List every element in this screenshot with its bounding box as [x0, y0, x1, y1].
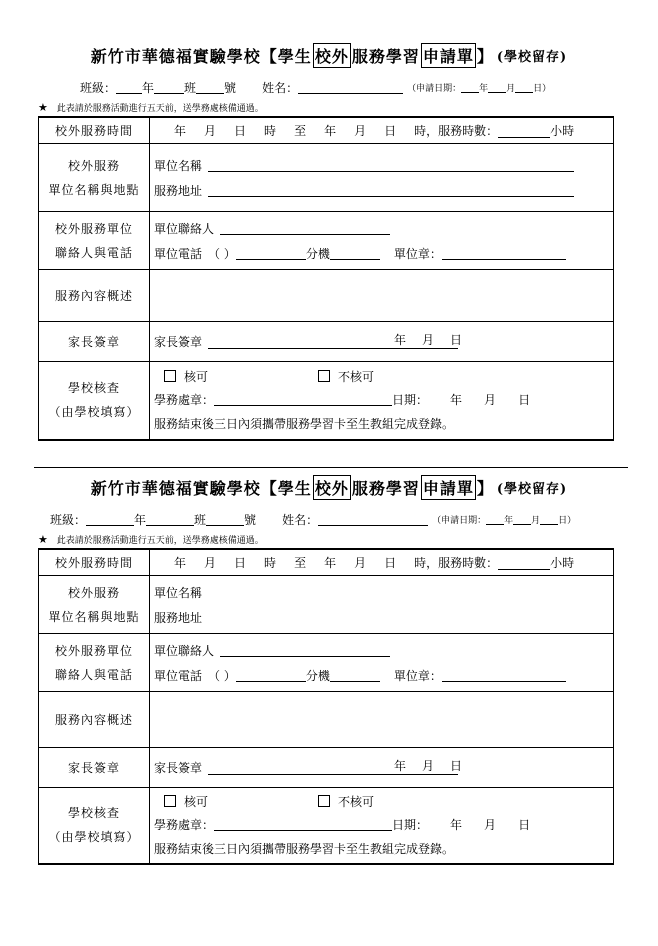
service-time-label: 校外服務時間	[39, 117, 150, 144]
row-content	[39, 692, 614, 748]
row-parent	[39, 322, 614, 362]
unit-stamp-field[interactable]	[442, 246, 566, 260]
name-label: 姓名：	[282, 512, 319, 527]
review-cell	[150, 788, 614, 864]
grade-field[interactable]	[116, 80, 142, 94]
unit-label-2: 單位名稱與地點	[48, 609, 140, 624]
approve-label: 核可	[184, 794, 209, 809]
unit-address-label[interactable]: 服務地址	[154, 610, 203, 625]
student-info-row	[50, 510, 576, 528]
parent-label: 家長簽章	[39, 748, 150, 788]
time-year2: 年	[324, 124, 337, 138]
review-month: 月	[484, 817, 497, 832]
review-label	[39, 362, 150, 440]
parent-sign-label: 家長簽章	[154, 335, 203, 349]
title-box-1: 校外	[313, 475, 351, 500]
reject-label: 不核可	[338, 369, 375, 384]
time-hour2: 時，服務時數：	[414, 556, 499, 570]
contact-cell	[150, 634, 614, 692]
parent-day: 日	[450, 758, 463, 773]
review-footer-note: 服務結束後三日內須攜帶服務學習卡至生教組完成登錄。	[154, 841, 455, 856]
apply-month-field[interactable]	[488, 82, 506, 93]
title-text-2: 服務學習	[351, 46, 420, 66]
grade-label: 年	[142, 80, 155, 95]
apply-day-label: 日	[533, 83, 543, 94]
contact-label-2: 聯絡人與電話	[54, 245, 133, 260]
time-hour: 時	[264, 124, 277, 138]
unit-stamp-field[interactable]	[442, 668, 566, 682]
time-day: 日	[234, 124, 247, 138]
ext-field[interactable]	[330, 668, 380, 682]
row-service-time	[39, 117, 614, 144]
apply-month-label: 月	[531, 515, 541, 526]
unit-name-field[interactable]	[208, 158, 574, 172]
office-stamp-field[interactable]	[214, 392, 392, 406]
phone-area-code[interactable]: （ ）	[208, 246, 236, 261]
notice-text: 此表請於服務活動進行五天前，送學務處核備通過。	[56, 536, 264, 546]
grade-field[interactable]	[86, 512, 134, 526]
apply-date-label: （申請日期：	[432, 515, 487, 526]
apply-day-label: 日	[558, 515, 568, 526]
apply-day-field[interactable]	[515, 82, 533, 93]
approve-label: 核可	[184, 369, 209, 384]
time-to: 至	[294, 556, 307, 570]
service-hours-field[interactable]	[498, 556, 550, 570]
phone-field[interactable]	[236, 668, 306, 682]
unit-label	[39, 144, 150, 212]
class-label: 班級：	[80, 80, 117, 95]
parent-cell	[150, 748, 614, 788]
unit-cell	[150, 576, 614, 634]
row-content	[39, 270, 614, 322]
apply-day-field[interactable]	[540, 514, 558, 525]
class-unit-label: 班	[194, 512, 207, 527]
review-day: 日	[518, 817, 531, 832]
contact-person-label: 單位聯絡人	[154, 221, 215, 236]
hours-unit: 小時	[550, 124, 575, 138]
review-label-1: 學校核查	[67, 381, 120, 396]
apply-date-close: ）	[567, 515, 577, 526]
contact-label-1: 校外服務單位	[54, 643, 133, 658]
parent-year: 年	[394, 332, 407, 347]
title-text-3: 】	[476, 478, 494, 498]
cut-divider	[34, 467, 628, 468]
parent-sign-label: 家長簽章	[154, 761, 203, 775]
unit-label	[39, 576, 150, 634]
review-day: 日	[518, 392, 531, 407]
content-label: 服務內容概述	[39, 692, 150, 748]
contact-person-field[interactable]	[220, 221, 390, 235]
approve-checkbox[interactable]	[164, 795, 176, 807]
row-parent	[39, 748, 614, 788]
star-icon: ★	[38, 101, 48, 114]
reject-checkbox[interactable]	[318, 370, 330, 382]
parent-label: 家長簽章	[39, 322, 150, 362]
ext-field[interactable]	[330, 246, 380, 260]
number-label: 號	[244, 512, 257, 527]
number-label: 號	[224, 80, 237, 95]
time-hour: 時	[264, 556, 277, 570]
review-label-2: （由學校填寫）	[48, 405, 140, 420]
apply-year-label: 年	[504, 515, 514, 526]
unit-name-label[interactable]: 單位名稱	[154, 585, 203, 600]
parent-year: 年	[394, 758, 407, 773]
row-unit	[39, 576, 614, 634]
phone-area-code[interactable]: （ ）	[208, 668, 236, 683]
review-year: 年	[450, 817, 463, 832]
contact-label	[39, 212, 150, 270]
office-stamp-label: 學務處章：	[154, 817, 215, 832]
contact-person-field[interactable]	[220, 643, 390, 657]
unit-stamp-label: 單位章：	[393, 246, 442, 261]
phone-label: 單位電話	[154, 246, 203, 261]
class-field[interactable]	[146, 512, 194, 526]
row-review	[39, 362, 614, 440]
service-time-cell[interactable]	[150, 117, 614, 144]
class-field[interactable]	[154, 80, 184, 94]
time-day2: 日	[384, 124, 397, 138]
service-hours-field[interactable]	[498, 124, 550, 138]
apply-date	[432, 513, 576, 526]
star-icon: ★	[38, 533, 48, 546]
contact-label-1: 校外服務單位	[54, 221, 133, 236]
parent-sign-field[interactable]	[208, 332, 463, 349]
apply-year-field[interactable]	[461, 82, 479, 93]
row-review	[39, 788, 614, 864]
time-hour2: 時，服務時數：	[414, 124, 499, 138]
content-field[interactable]	[150, 692, 614, 748]
time-month2: 月	[354, 556, 367, 570]
office-stamp-label: 學務處章：	[154, 392, 215, 407]
apply-year-field[interactable]	[486, 514, 504, 525]
contact-person-label: 單位聯絡人	[154, 643, 215, 658]
review-label	[39, 788, 150, 864]
review-label-2: （由學校填寫）	[48, 830, 140, 845]
application-table	[38, 116, 614, 441]
title-suffix: (學校留存)	[496, 481, 568, 497]
name-field[interactable]	[298, 80, 403, 94]
time-month: 月	[204, 124, 217, 138]
name-field[interactable]	[318, 512, 428, 526]
apply-month-label: 月	[506, 83, 516, 94]
time-to: 至	[294, 124, 307, 138]
review-month: 月	[484, 392, 497, 407]
notice	[38, 101, 264, 114]
hours-unit: 小時	[550, 556, 575, 570]
number-field[interactable]	[206, 512, 244, 526]
review-label-1: 學校核查	[67, 806, 120, 821]
row-contact	[39, 212, 614, 270]
title-box-2: 申請單	[421, 43, 476, 68]
unit-label-2: 單位名稱與地點	[48, 182, 140, 197]
title-text-1: 新竹市華德福實驗學校【學生	[90, 478, 312, 498]
phone-field[interactable]	[236, 246, 306, 260]
unit-label-1: 校外服務	[67, 158, 120, 173]
parent-month: 月	[422, 758, 435, 773]
parent-day: 日	[450, 332, 463, 347]
title-box-2: 申請單	[421, 475, 476, 500]
review-year: 年	[450, 392, 463, 407]
title-text-3: 】	[476, 46, 494, 66]
class-label: 班級：	[50, 512, 87, 527]
time-day: 日	[234, 556, 247, 570]
title-text-2: 服務學習	[351, 478, 420, 498]
phone-label: 單位電話	[154, 668, 203, 683]
unit-name-label: 單位名稱	[154, 158, 203, 173]
apply-date-close: ）	[542, 83, 552, 94]
contact-cell	[150, 212, 614, 270]
title-text-1: 新竹市華德福實驗學校【學生	[90, 46, 312, 66]
reject-checkbox[interactable]	[318, 795, 330, 807]
ext-label: 分機	[305, 246, 330, 261]
apply-month-field[interactable]	[513, 514, 531, 525]
parent-sign-field[interactable]	[208, 758, 463, 775]
time-year: 年	[174, 556, 187, 570]
unit-label-1: 校外服務	[67, 585, 120, 600]
student-info-row	[80, 78, 551, 96]
unit-stamp-label: 單位章：	[393, 668, 442, 683]
name-label: 姓名：	[262, 80, 299, 95]
title-suffix: (學校留存)	[496, 49, 568, 65]
notice	[38, 533, 264, 546]
unit-address-field[interactable]	[208, 183, 574, 197]
row-unit	[39, 144, 614, 212]
number-field[interactable]	[196, 80, 224, 94]
unit-address-label: 服務地址	[154, 183, 203, 198]
row-contact	[39, 634, 614, 692]
content-label: 服務內容概述	[39, 270, 150, 322]
title-box-1: 校外	[313, 43, 351, 68]
parent-month: 月	[422, 332, 435, 347]
contact-label-2: 聯絡人與電話	[54, 667, 133, 682]
review-footer-note: 服務結束後三日內須攜帶服務學習卡至生教組完成登錄。	[154, 416, 455, 431]
office-stamp-field[interactable]	[214, 817, 392, 831]
row-service-time	[39, 549, 614, 576]
service-time-cell[interactable]	[150, 549, 614, 576]
time-day2: 日	[384, 556, 397, 570]
grade-label: 年	[134, 512, 147, 527]
reject-label: 不核可	[338, 794, 375, 809]
time-year2: 年	[324, 556, 337, 570]
review-cell	[150, 362, 614, 440]
review-date-label: 日期：	[392, 392, 429, 407]
review-date-label: 日期：	[392, 817, 429, 832]
class-unit-label: 班	[184, 80, 197, 95]
service-time-label: 校外服務時間	[39, 549, 150, 576]
apply-date-label: （申請日期：	[407, 83, 462, 94]
form-title	[0, 40, 658, 70]
content-field[interactable]	[150, 270, 614, 322]
apply-date	[407, 81, 551, 94]
approve-checkbox[interactable]	[164, 370, 176, 382]
apply-year-label: 年	[479, 83, 489, 94]
ext-label: 分機	[305, 668, 330, 683]
unit-cell	[150, 144, 614, 212]
parent-cell	[150, 322, 614, 362]
time-month2: 月	[354, 124, 367, 138]
application-table	[38, 548, 614, 865]
time-month: 月	[204, 556, 217, 570]
notice-text: 此表請於服務活動進行五天前，送學務處核備通過。	[56, 104, 264, 114]
contact-label	[39, 634, 150, 692]
form-title	[0, 472, 658, 502]
time-year: 年	[174, 124, 187, 138]
